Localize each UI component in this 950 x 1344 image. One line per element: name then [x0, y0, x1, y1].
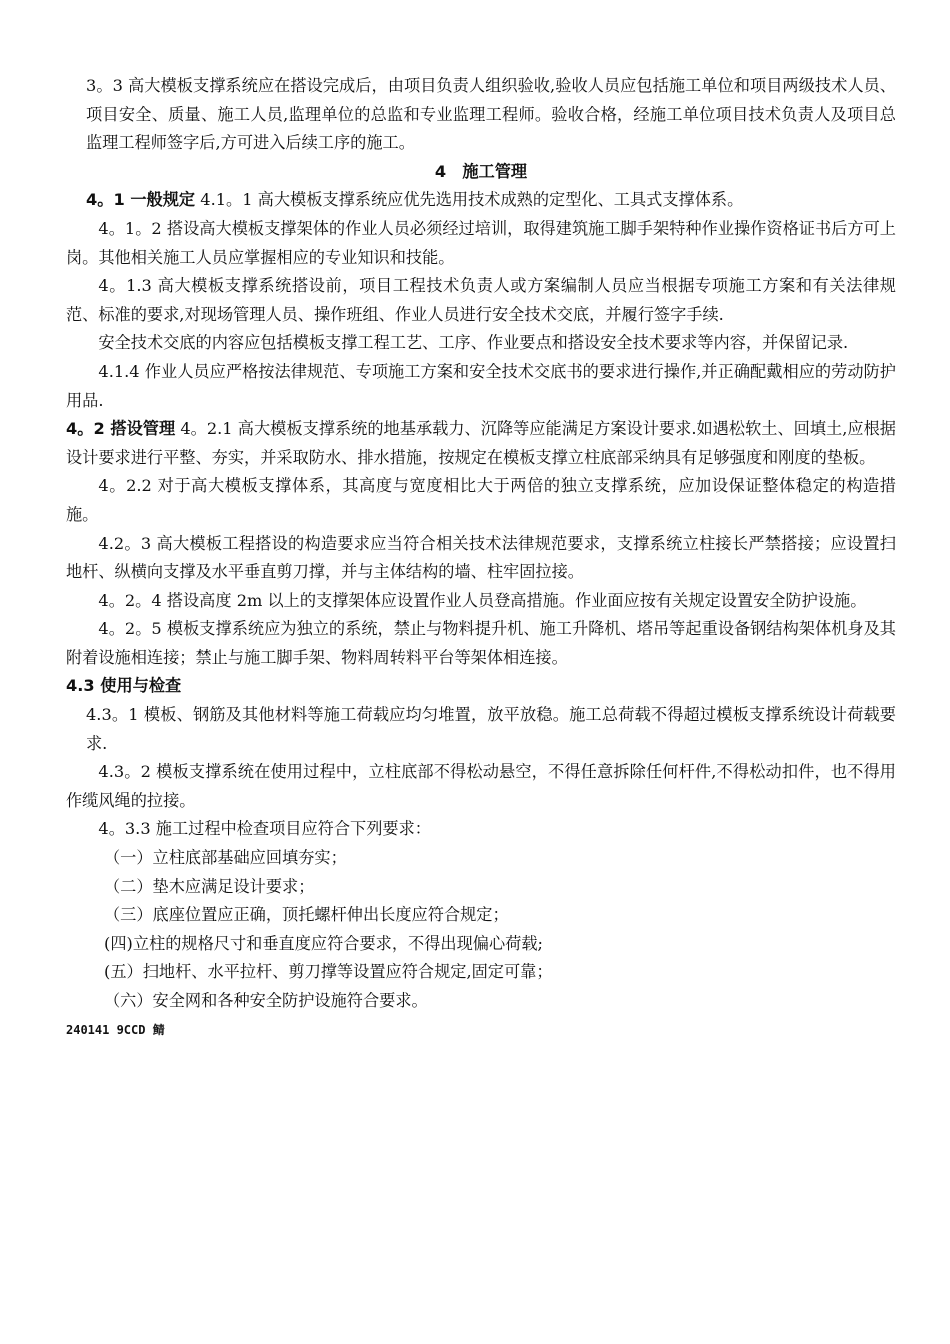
section-heading-4: 4 施工管理	[434, 161, 528, 181]
checklist-item: （二）垫木应满足设计要求；	[104, 876, 315, 896]
paragraph-4-1-1-text: 4.1。1 高大模板支撑系统应优先选用技术成熟的定型化、工具式支撑体系。	[200, 190, 744, 210]
paragraph-4-2-4: 4。2。4 搭设高度 2m 以上的支撑架体应设置作业人员登高措施。作业面应按有关规定设置安全防护设施。	[98, 590, 867, 610]
checklist-item: （六）安全网和各种安全防护设施符合要求。	[104, 991, 428, 1010]
paragraph-4-2-1	[66, 415, 896, 472]
paragraph-4-1-1	[66, 186, 896, 215]
subsection-title-4-2: 4。2 搭设管理	[66, 419, 176, 439]
paragraph-4-1-4: 4.1.4 作业人员应严格按法律规范、专项施工方案和安全技术交底书的要求进行操作,并正确配戴相应的劳动防护用品.	[66, 361, 896, 410]
paragraph-4-2-5: 4。2。5 模板支撑系统应为独立的系统，禁止与物料提升机、施工升降机、塔吊等起重设备钢结构架体机身及其附着设施相连接；禁止与施工脚手架、物料周转料平台等架体相连接。	[66, 619, 896, 667]
paragraph-4-1-2: 4。1。2 搭设高大模板支撑架体的作业人员必须经过培训，取得建筑施工脚手架特种作业操作资格证书后方可上岗。其他相关施工人员应掌握相应的专业知识和技能。	[66, 218, 896, 267]
paragraph-4-3-3: 4。3.3 施工过程中检查项目应符合下列要求：	[98, 819, 431, 839]
paragraph-4-3-2: 4.3。2 模板支撑系统在使用过程中，立柱底部不得松动悬空，不得任意拆除任何杆件,不得松动扣件，也不得用作缆风绳的拉接。	[66, 762, 896, 810]
checklist-item: （三）底座位置应正确，顶托螺杆伸出长度应符合规定；	[104, 905, 509, 925]
paragraph-4-1-3-note: 安全技术交底的内容应包括模板支撑工程工艺、工序、作业要点和搭设安全技术要求等内容，并保留记录.	[98, 333, 849, 353]
checklist-item: (五）扫地杆、水平拉杆、剪刀撑等设置应符合规定,固定可靠；	[104, 962, 553, 982]
paragraph-4-2-2: 4。2.2 对于高大模板支撑体系，其高度与宽度相比大于两倍的独立支撑系统，应加设保证整体稳定的构造措施。	[66, 476, 896, 524]
document-footer-code: 240141 9CCD 鲭	[66, 1022, 165, 1037]
paragraph-3-3: 3。3 高大模板支撑系统应在搭设完成后，由项目负责人组织验收,验收人员应包括施工单位和项目两级技术人员、项目安全、质量、施工人员,监理单位的总监和专业监理工程师。验收合格，经施工单位项目技术负责人及项目总监理工程师签字后,方可进入后续工序的施工。	[86, 76, 896, 153]
subsection-title-4-1: 4。1 一般规定	[86, 190, 196, 210]
subsection-title-4-3-text: 4.3 使用与检查	[66, 676, 182, 696]
paragraph-4-2-1-text: 4。2.1 高大模板支撑系统的地基承载力、沉降等应能满足方案设计要求.如遇松软土、回填土,应根据设计要求进行平整、夯实，并采取防水、排水措施，按规定在模板支撑立柱底部采纳具有足够强度和刚度的垫板。	[66, 419, 896, 467]
paragraph-4-2-3: 4.2。3 高大模板工程搭设的构造要求应当符合相关技术法律规范要求，支撑系统立柱接长严禁搭接；应设置扫地杆、纵横向支撑及水平垂直剪刀撑，并与主体结构的墙、柱牢固拉接。	[66, 533, 896, 582]
document-body	[66, 72, 896, 1040]
checklist-item: (四)立柱的规格尺寸和垂直度应符合要求，不得出现偏心荷载;	[104, 933, 543, 953]
checklist-item: （一）立柱底部基础应回填夯实；	[104, 848, 347, 868]
paragraph-4-1-3: 4。1.3 高大模板支撑系统搭设前，项目工程技术负责人或方案编制人员应当根据专项施工方案和有关法律规范、标准的要求,对现场管理人员、操作班组、作业人员进行安全技术交底，并履行签字手续.	[66, 276, 896, 324]
subsection-title-4-3	[66, 672, 896, 701]
paragraph-4-3-1: 4.3。1 模板、钢筋及其他材料等施工荷载应均匀堆置，放平放稳。施工总荷载不得超过模板支撑系统设计荷载要求.	[86, 705, 896, 753]
